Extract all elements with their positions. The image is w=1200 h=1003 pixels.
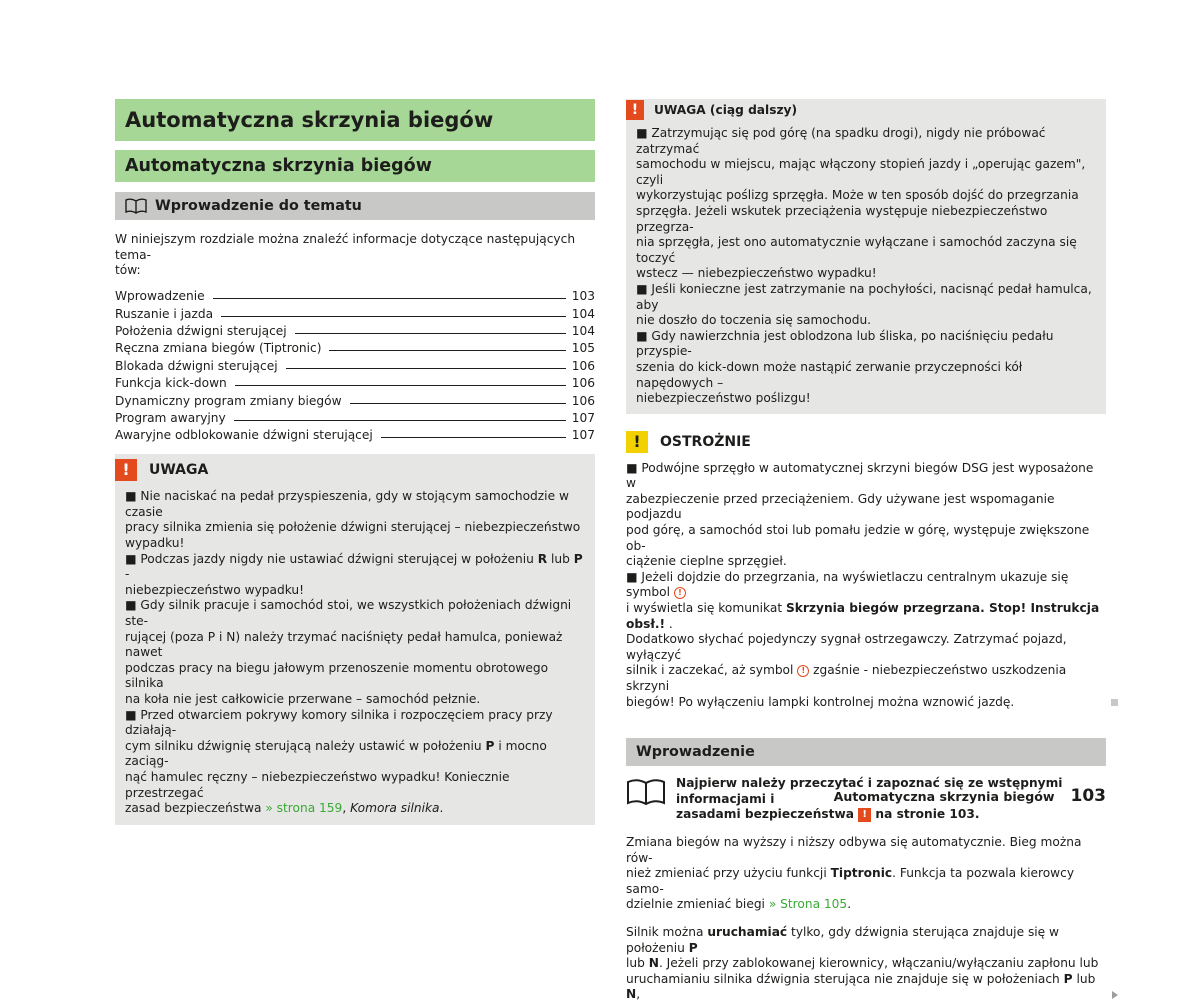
warning-line: ■ Zatrzymując się pod górę (na spadku drogi), nigdy nie próbować zatrzymać [636,126,1046,156]
text: zasadami bezpieczeństwa [676,807,859,822]
toc-item[interactable] [115,338,595,355]
toc-leader [381,437,566,438]
warning-line: rującej (poza P i N) należy trzymać naciśnięty pedał hamulca, ponieważ nawet [125,629,563,660]
warning-line: szenia do kick-down może nastąpić zerwanie przyczepności kół napędowych – [636,359,1023,390]
warning-box [115,454,595,824]
caution-box [626,427,1106,711]
warning-line: nie doszło do toczenia się samochodu. [636,313,872,328]
warning-heading-label: UWAGA [149,462,209,479]
caution-line [626,601,1106,632]
text: ■ Jeżeli dojdzie do przegrzania, na wyświetlaczu centralnym ukazuje się symbol [626,569,1069,600]
toc-leader [213,298,566,299]
text-italic: Komora silnika [350,801,440,816]
table-of-contents [115,286,595,443]
paragraph-line: Zmiana biegów na wyższy i niższy odbywa się automatycznie. Bieg można rów- [626,834,1082,865]
toc-title: Awaryjne odblokowanie dźwigni sterującej [115,428,373,443]
page-footer [0,786,1106,806]
warning-line: samochodu w miejscu, mając włączony stopień jazdy i „operując gazem", czyli [636,157,1086,187]
toc-item[interactable] [115,373,595,390]
page-number: 103 [1070,786,1106,806]
text: na stronie 103. [871,807,980,822]
warning-line: sprzęgła. Jeżeli wskutek przeciążenia występuje niebezpieczeństwo przegrza- [636,203,1048,234]
caution-body [626,455,1106,711]
section-title: Automatyczna skrzynia biegów [115,150,595,182]
text-bold: P [485,738,495,753]
toc-item[interactable] [115,321,595,338]
caution-heading-label: OSTROŻNIE [660,433,751,450]
gearbox-warning-icon: ! [674,587,686,599]
intro-text [115,232,595,279]
caution-line: zabezpieczenie przed przeciążeniem. Gdy używane jest wspomaganie podjazdu [626,491,1055,522]
toc-item[interactable] [115,286,595,303]
toc-page: 106 [571,376,595,391]
text: silnik i zaczekać, aż symbol [626,663,798,678]
intro-line: W niniejszym rozdziale można znaleźć informacje dotyczące następujących tema- [115,232,576,262]
warning-continued-body [626,121,1106,407]
warning-heading [115,454,595,484]
text: zasad bezpieczeństwa [125,801,266,816]
text: . Jeżeli przy zablokowanej kierownicy, włączaniu/wyłączaniu zapłonu lub [658,956,1099,971]
end-of-section-icon [1111,699,1118,706]
toc-title: Dynamiczny program zmiany biegów [115,393,342,408]
caution-line [626,570,1106,601]
toc-item[interactable] [115,390,595,407]
paragraph-line [626,972,1106,1003]
toc-title: Program awaryjny [115,410,226,425]
caution-line: ciążenie cieplne sprzęgieł. [626,554,787,569]
text: tylko, gdy dźwignia sterująca znajduje się w położeniu [626,924,1060,955]
text: zgaśnie - niebezpieczeństwo uszkodzenia skrzyni [626,663,1067,693]
toc-leader [234,420,566,421]
text: i mocno zaciąg- [125,738,547,769]
toc-item[interactable] [115,408,595,425]
paragraph-line [626,956,1106,972]
continue-arrow-icon [1112,991,1118,999]
warning-line: pracy silnika zmienia się położenie dźwigni sterującej – niebezpieczeństwo [125,520,581,535]
text: - [125,567,130,582]
right-column [626,99,1106,1003]
toc-page: 103 [571,289,595,304]
toc-title: Blokada dźwigni sterującej [115,358,278,373]
gearbox-warning-icon: ! [797,665,809,677]
warning-line: ■ Gdy nawierzchnia jest oblodzona lub śliska, po naciśnięciu pedału przyspie- [636,328,1054,359]
text: . [439,801,444,816]
toc-title: Ruszanie i jazda [115,306,214,321]
warning-body [115,484,595,816]
text-bold: N [626,987,637,1002]
text-bold: uruchamiać [707,924,788,939]
warning-continued-box [626,99,1106,414]
text-bold: P [573,551,583,566]
section-heading: Wprowadzenie [626,738,1106,766]
warning-line [125,739,585,770]
toc-page: 105 [571,341,595,356]
warning-line [125,552,585,583]
toc-title: Ręczna zmiana biegów (Tiptronic) [115,341,322,356]
toc-page: 107 [571,428,595,443]
toc-item[interactable] [115,355,595,372]
chapter-title: Automatyczna skrzynia biegów [115,99,595,141]
text: uruchamianiu silnika dźwignia sterująca nie znajduje się w położeniach [626,971,1064,986]
text: . Funkcja ta pozwala kierowcy samo- [626,866,1075,896]
toc-title: Wprowadzenie [115,289,205,304]
caution-line: ■ Podwójne sprzęgło w automatycznej skrzyni biegów DSG jest wyposażone w [626,460,1094,491]
footer-section-title: Automatyczna skrzynia biegów [833,789,1055,804]
warning-icon: ! [626,100,644,120]
paragraph-line [626,897,1106,913]
warning-icon: ! [115,459,137,481]
toc-page: 104 [571,306,595,321]
text: lub [1072,971,1096,986]
toc-title: Położenia dźwigni sterującej [115,323,287,338]
text: dzielnie zmieniać biegi [626,897,769,912]
warning-line: wstecz — niebezpieczeństwo wypadku! [636,266,877,281]
paragraph-line [626,866,1106,897]
text-bold: Skrzynia biegów przegrzana. Stop! Instrukcja obsł.! [626,601,1100,631]
caution-line: biegów! Po wyłączeniu lampki kontrolnej można wznowić jazdę. [626,694,1015,709]
text: cym silniku dźwignię sterującą należy ustawić w położeniu [125,738,486,753]
text: , [342,801,351,816]
caution-line: pod górę, a samochód stoi lub pomału jedzie w górę, występuje zwiększone ob- [626,523,1090,553]
warning-line: wykorzystując poślizg sprzęgła. Może w ten sposób dojść do przegrzania [636,188,1079,203]
text: , [636,987,641,1002]
intro-heading [115,192,595,220]
text: ■ Podczas jazdy nigdy nie ustawiać dźwigni sterującej w położeniu [125,551,538,566]
warning-line: nąć hamulec ręczny – niebezpieczeństwo wypadku! Koniecznie przestrzegać [125,769,510,800]
paragraph-line [626,925,1106,956]
text: . [665,616,673,631]
paragraph [626,835,1106,913]
toc-leader [329,350,565,351]
caution-icon: ! [626,431,648,453]
page-link[interactable]: » Strona 105 [768,897,848,912]
warning-line: podczas pracy na biegu jałowym przenoszenie momentu obrotowego silnika [125,660,549,691]
toc-leader [235,385,566,386]
text-bold: Tiptronic [830,866,893,881]
toc-page: 106 [571,358,595,373]
toc-leader [295,333,566,334]
toc-item[interactable] [115,425,595,442]
warning-continued-label: UWAGA (ciąg dalszy) [654,103,798,117]
warning-line: ■ Gdy silnik pracuje i samochód stoi, we wszystkich położeniach dźwigni ste- [125,598,572,629]
note-line [676,807,1106,823]
warning-continued-heading [626,99,1106,121]
toc-page: 106 [571,393,595,408]
text-bold: P [688,940,698,955]
toc-leader [221,316,566,317]
warning-line: wypadku! [125,536,185,551]
page-link[interactable]: » strona 159 [265,801,343,816]
text: Silnik można [626,924,708,939]
toc-title: Funkcja kick-down [115,376,227,391]
text-bold: R [537,551,548,566]
text-bold: P [1063,971,1073,986]
toc-item[interactable] [115,303,595,320]
left-column [115,99,595,825]
text: i wyświetla się komunikat [626,601,787,616]
caution-line: Dodatkowo słychać pojedynczy sygnał ostrzegawczy. Zatrzymać pojazd, wyłączyć [626,632,1067,662]
warning-line: ■ Nie naciskać na pedał przyspieszenia, gdy w stojącym samochodzie w czasie [125,489,569,519]
warning-line: na koła nie jest całkowicie przerwane – samochód pełznie. [125,692,481,707]
text: lub [547,551,574,566]
warning-line: ■ Jeśli konieczne jest zatrzymanie na pochyłości, nacisnąć pedał hamulca, aby [636,281,1092,312]
caution-heading [626,427,1106,455]
warning-line: niebezpieczeństwo wypadku! [125,582,305,597]
book-icon [125,198,147,214]
toc-page: 107 [571,410,595,425]
warning-line: nia sprzęgła, jest ono automatycznie wyłączane i samochód zaczyna się toczyć [636,235,1077,265]
intro-heading-label: Wprowadzenie do tematu [155,198,362,214]
warning-line: niebezpieczeństwo poślizgu! [636,391,811,406]
toc-leader [350,403,566,404]
text: lub [626,956,649,971]
text: nież zmieniać przy użyciu funkcji [626,866,831,881]
warning-line: ■ Przed otwarciem pokrywy komory silnika i rozpoczęciem pracy przy działają- [125,707,553,738]
warning-icon: ! [858,808,871,822]
intro-line: tów: [115,263,141,278]
toc-leader [286,368,566,369]
caution-line [626,663,1106,694]
note-line: Najpierw należy przeczytać i zapoznać się ze wstępnymi informacjami i [676,776,1063,806]
text-bold: N [648,956,659,971]
paragraph [626,925,1106,1003]
text: . [847,897,852,912]
toc-page: 104 [571,323,595,338]
